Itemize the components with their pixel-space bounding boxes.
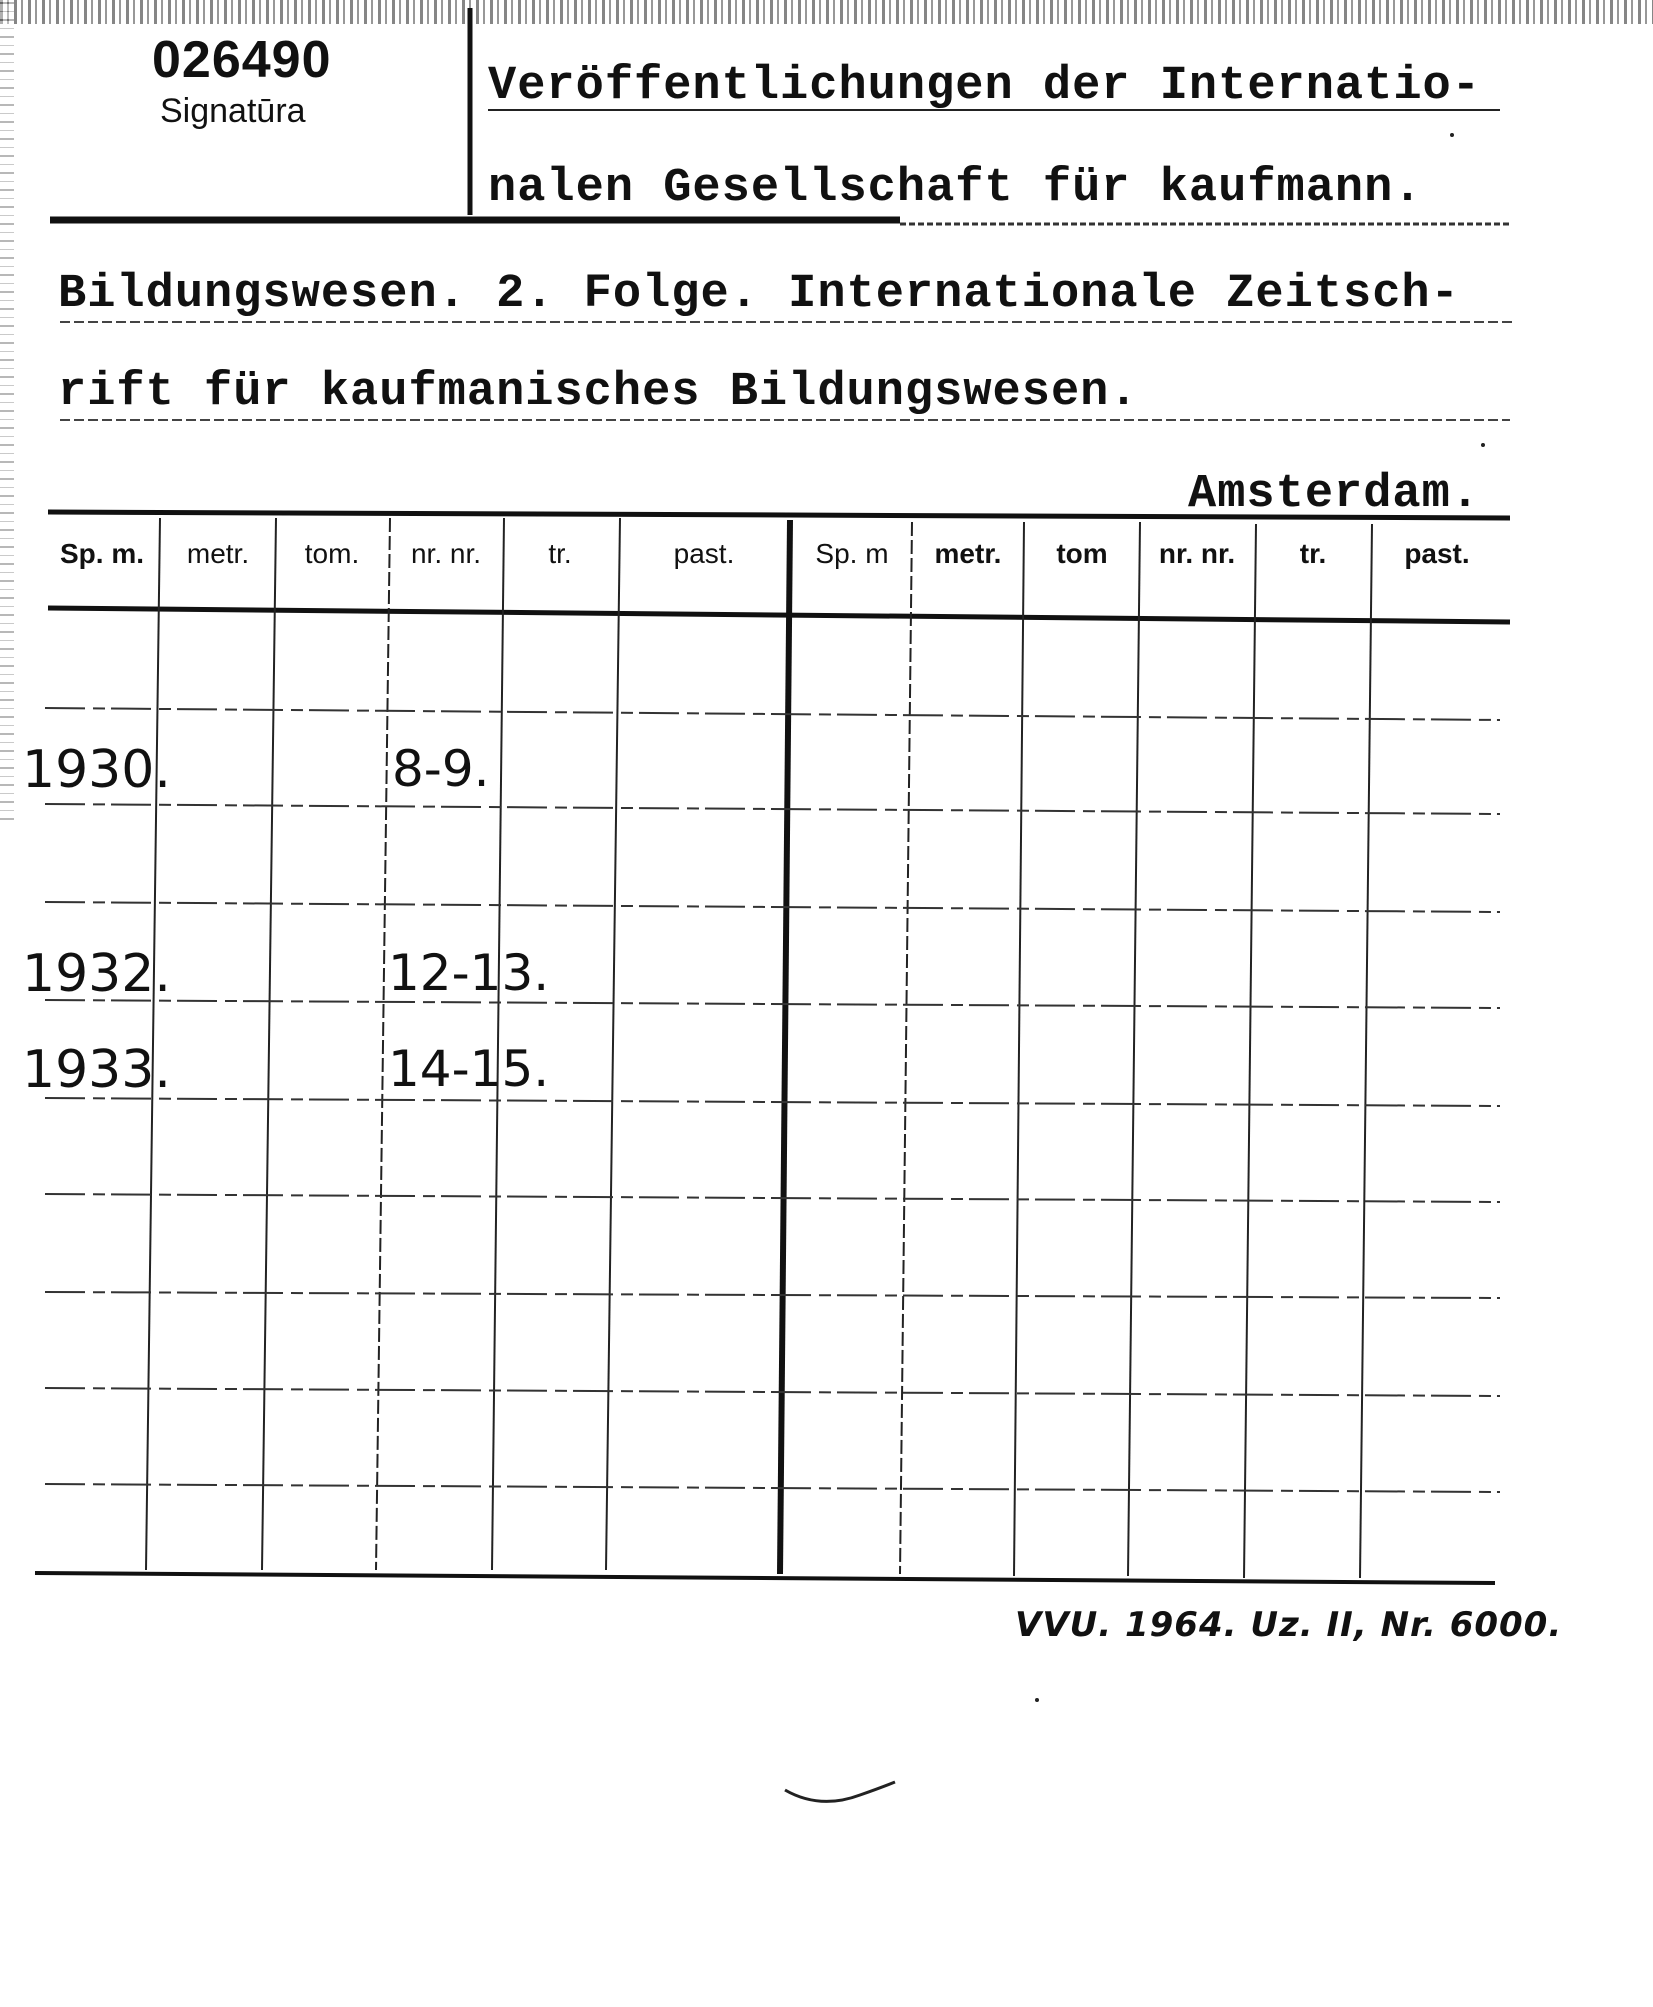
place-of-publication: Amsterdam. bbox=[1188, 468, 1481, 521]
footer-inventory-note: VVU. 1964. Uz. II, Nr. 6000. bbox=[1015, 1605, 1563, 1645]
row-1930-numbers: 8-9. bbox=[392, 740, 490, 798]
col-header-metr-left: metr. bbox=[186, 538, 250, 569]
signature-label: Signatūra bbox=[160, 92, 306, 130]
title-line-2: nalen Gesellschaft für kaufmann. bbox=[488, 162, 1423, 215]
col-header-sp-m-right: Sp. m bbox=[815, 538, 889, 569]
title-line-3: Bildungswesen. 2. Folge. Internationale Zeitsch- bbox=[58, 268, 1460, 321]
col-header-past-right: past. bbox=[1404, 538, 1470, 569]
col-header-tom-left: tom. bbox=[304, 538, 360, 569]
col-header-metr-right: metr. bbox=[934, 538, 1002, 569]
row-1933-year: 1933. bbox=[22, 1040, 171, 1100]
col-header-nr-nr-left: nr. nr. bbox=[410, 538, 482, 569]
title-line-1: Veröffentlichungen der Internatio- bbox=[488, 60, 1481, 113]
title-line-4: rift für kaufmanisches Bildungswesen. bbox=[58, 366, 1139, 419]
row-1932-numbers: 12-13. bbox=[388, 944, 550, 1002]
row-1932-year: 1932. bbox=[22, 944, 171, 1004]
row-1930-year: 1930. bbox=[22, 740, 171, 800]
row-1933-numbers: 14-15. bbox=[388, 1040, 550, 1098]
col-header-tr-right: tr. bbox=[1299, 538, 1327, 569]
col-header-sp-m-left: Sp. m. bbox=[59, 538, 144, 569]
col-header-tom-right: tom bbox=[1056, 538, 1108, 569]
col-header-tr-left: tr. bbox=[548, 538, 572, 569]
col-header-nr-nr-right: nr. nr. bbox=[1158, 538, 1236, 569]
signature-number: 026490 bbox=[152, 31, 332, 89]
col-header-past-left: past. bbox=[673, 538, 735, 569]
